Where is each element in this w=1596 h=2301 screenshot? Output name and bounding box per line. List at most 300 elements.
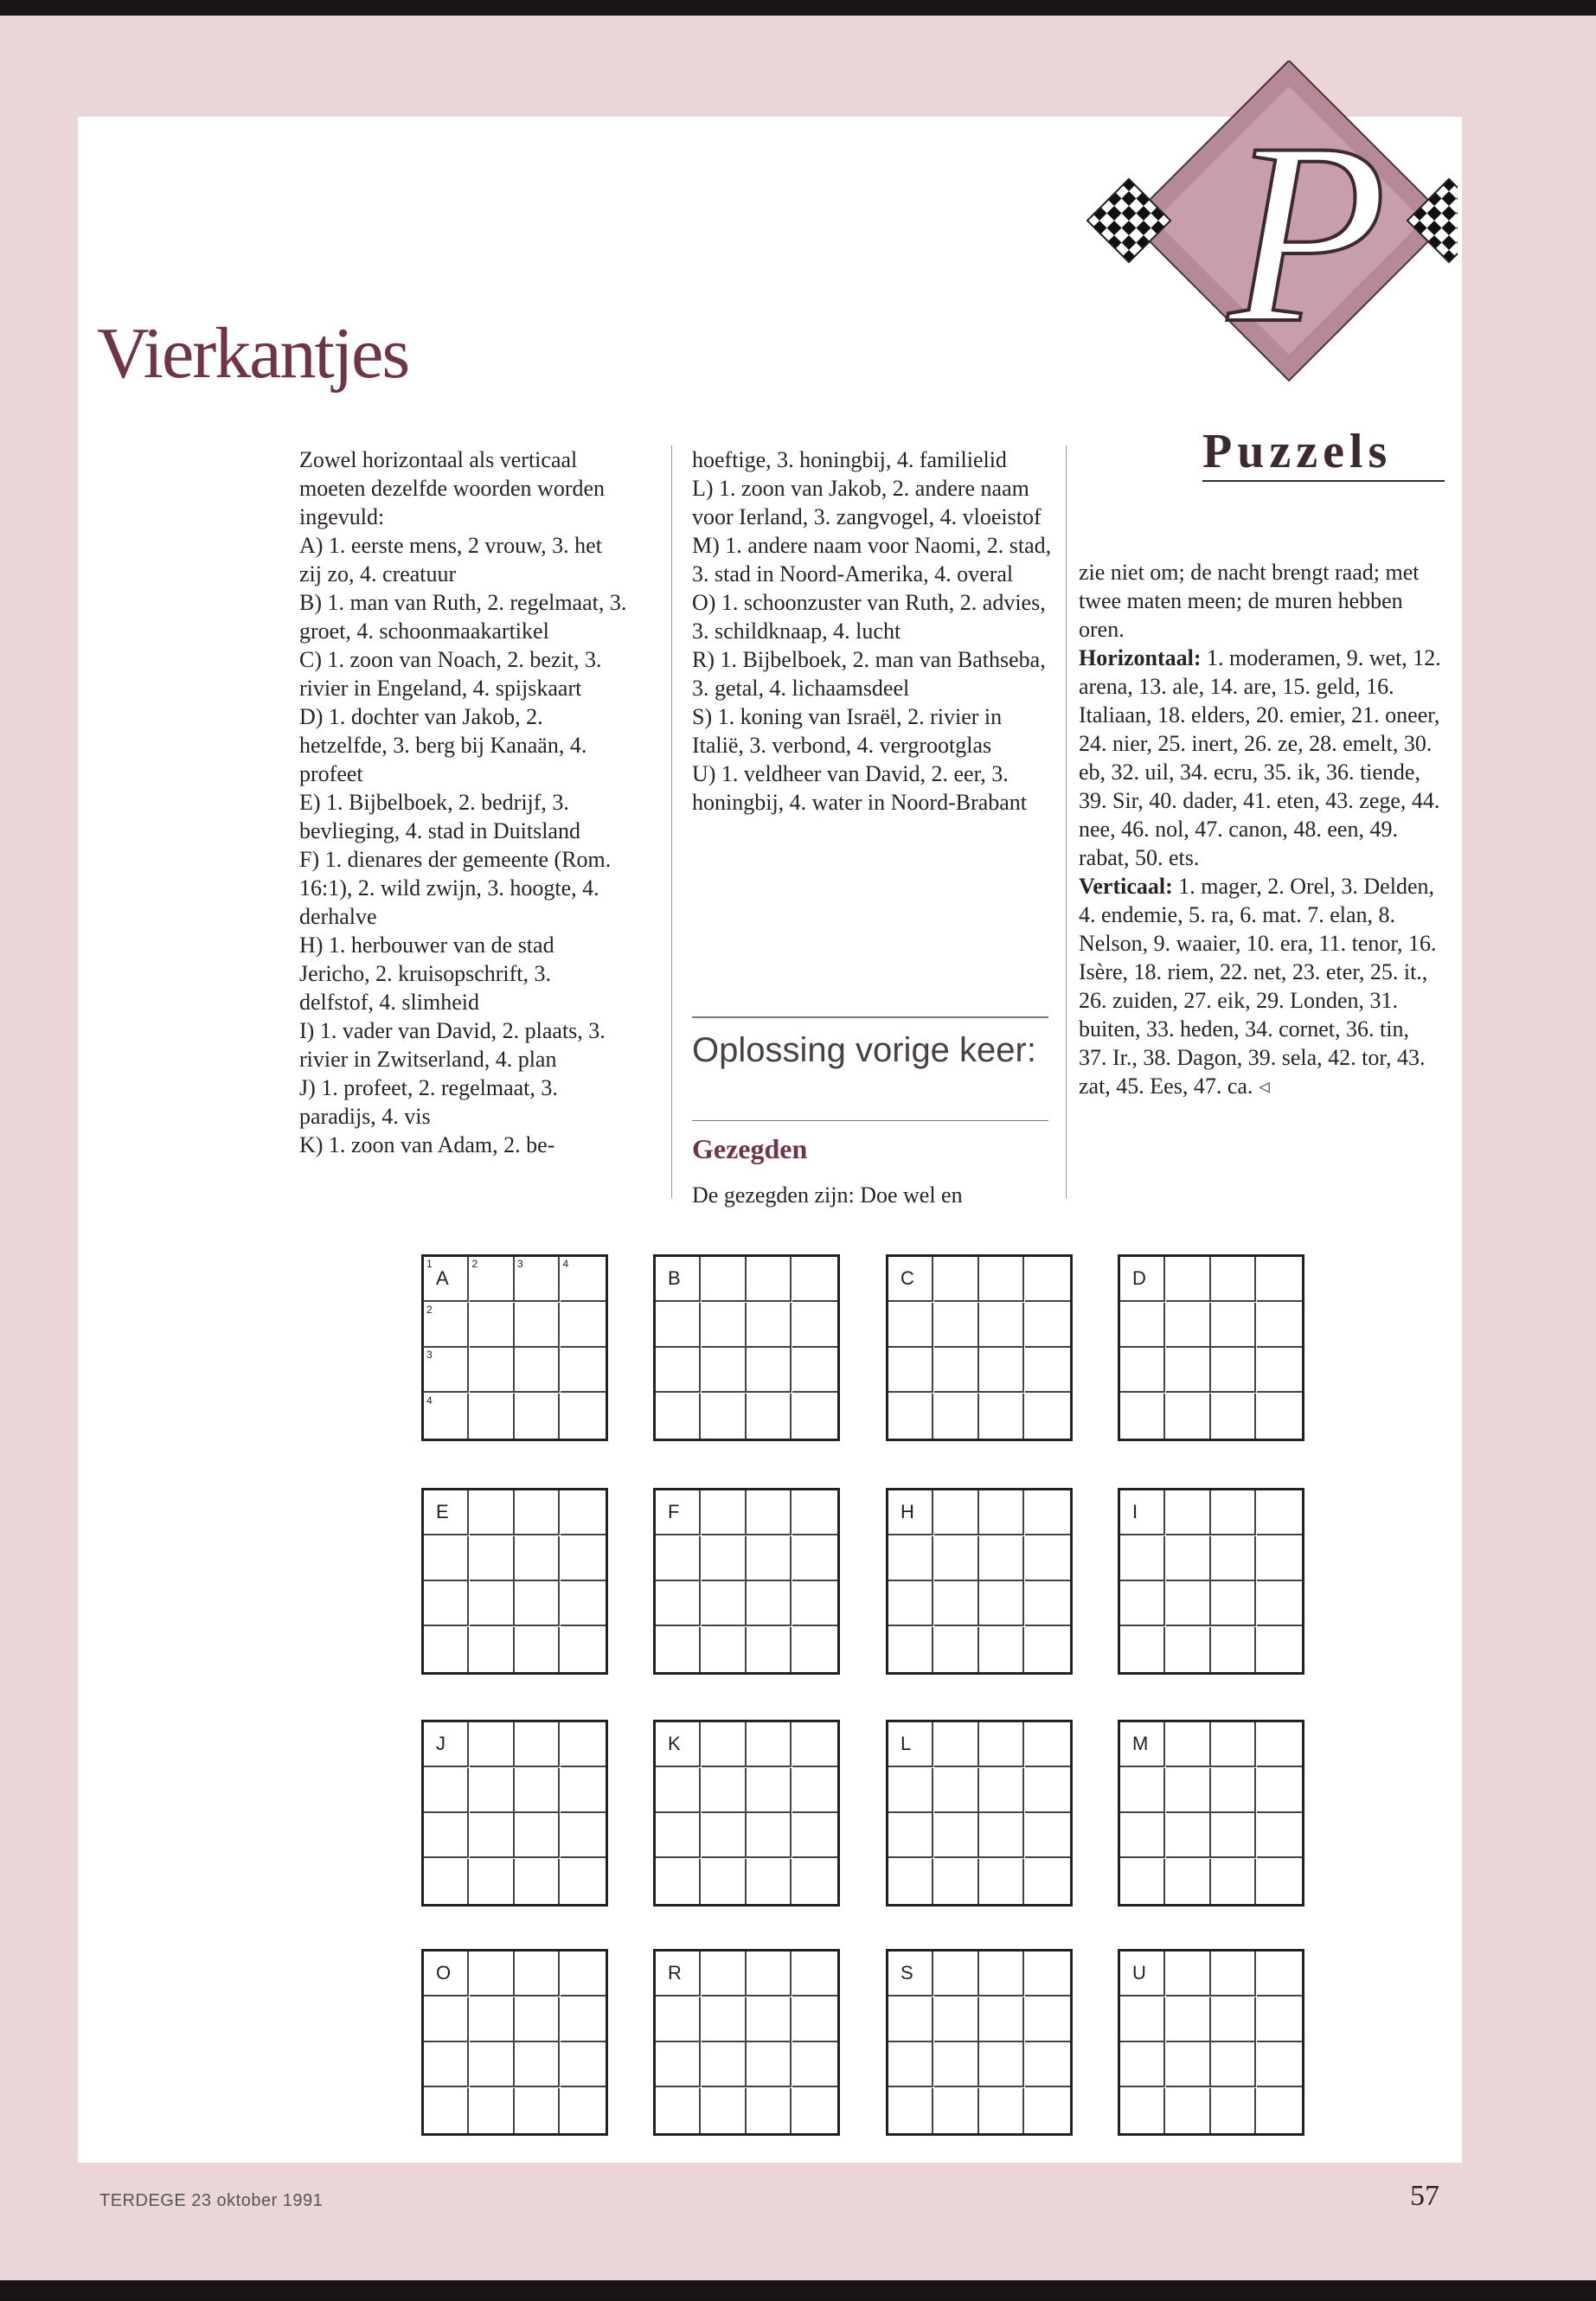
grid-cell[interactable]: [656, 2042, 701, 2087]
grid-cell[interactable]: [1166, 1952, 1211, 1997]
grid-number-top: 4: [562, 1258, 569, 1270]
grid-cell[interactable]: [561, 1536, 606, 1581]
grid-cell[interactable]: [702, 1813, 747, 1858]
grid-cell[interactable]: [1211, 1490, 1256, 1535]
grid-cell[interactable]: [1025, 1394, 1070, 1439]
grid-cell[interactable]: [1166, 1768, 1211, 1813]
grid-cell[interactable]: [979, 1952, 1024, 1997]
grid-cell[interactable]: [888, 2088, 933, 2133]
grid-cell[interactable]: [979, 1859, 1024, 1904]
grid-cell[interactable]: [702, 1952, 747, 1997]
grid-cell[interactable]: [792, 2042, 837, 2087]
grid-cell[interactable]: [1025, 1768, 1070, 1813]
grid-label: D: [1132, 1267, 1146, 1289]
grid-cell[interactable]: [561, 1952, 606, 1997]
grid-cell[interactable]: [424, 2042, 469, 2087]
grid-cell[interactable]: [747, 1722, 792, 1767]
grid-cell[interactable]: [979, 1536, 1024, 1581]
grid-cell[interactable]: [515, 1952, 560, 1997]
grid-cell[interactable]: [792, 1257, 837, 1302]
grid-h[interactable]: [886, 1488, 1073, 1675]
grid-cell[interactable]: [515, 1348, 560, 1393]
grid-cell[interactable]: [792, 1348, 837, 1393]
grid-cell[interactable]: [1211, 1952, 1256, 1997]
clue-b: B) 1. man van Ruth, 2. regelmaat, 3. groet, 4. schoonmaakartikel: [299, 590, 627, 644]
grid-cell[interactable]: [934, 1952, 979, 1997]
vertical-label: Verticaal:: [1079, 874, 1173, 899]
clues-column-1: [299, 445, 628, 1159]
grid-number-top: 3: [517, 1258, 523, 1270]
grid-cell[interactable]: [561, 1394, 606, 1439]
grid-cell[interactable]: [934, 1627, 979, 1672]
grid-cell[interactable]: [470, 1859, 515, 1904]
footer-publication: TERDEGE 23 oktober 1991: [99, 2191, 324, 2210]
grid-cell[interactable]: [1120, 1997, 1165, 2042]
grid-cell[interactable]: [747, 1952, 792, 1997]
solution-vertical: [1079, 872, 1442, 1100]
grid-cell[interactable]: [1120, 1394, 1165, 1439]
grid-cell[interactable]: [888, 1348, 933, 1393]
grid-cell[interactable]: [515, 1536, 560, 1581]
grid-cell[interactable]: [470, 1997, 515, 2042]
grid-cell[interactable]: [702, 1303, 747, 1348]
grid-cell[interactable]: [888, 1394, 933, 1439]
grid-cell[interactable]: [470, 1952, 515, 1997]
grid-cell[interactable]: [1025, 1348, 1070, 1393]
grid-label: E: [436, 1501, 449, 1522]
grid-cell[interactable]: [1120, 1490, 1165, 1535]
grid-cell[interactable]: [1166, 1394, 1211, 1439]
grid-cell[interactable]: [747, 1394, 792, 1439]
grid-cell[interactable]: [934, 1997, 979, 2042]
grid-cell[interactable]: [747, 1257, 792, 1302]
grid-cell[interactable]: [888, 1627, 933, 1672]
grid-cell[interactable]: [1120, 1581, 1165, 1626]
grid-cell[interactable]: [1211, 1581, 1256, 1626]
grid-cell[interactable]: [1211, 1997, 1256, 2042]
grid-cell[interactable]: [702, 1627, 747, 1672]
grid-cell[interactable]: [470, 1490, 515, 1535]
grid-cell[interactable]: [792, 1952, 837, 1997]
grid-cell[interactable]: [1025, 1490, 1070, 1535]
clue-i: I) 1. vader van David, 2. plaats, 3. rivier in Zwitserland, 4. plan: [299, 1018, 606, 1072]
grid-cell[interactable]: [1211, 1722, 1256, 1767]
grid-cell[interactable]: [1120, 1348, 1165, 1393]
grid-cell[interactable]: [424, 1627, 469, 1672]
grid-c[interactable]: [886, 1254, 1073, 1441]
grid-d[interactable]: [1118, 1254, 1304, 1441]
grid-cell[interactable]: [656, 2088, 701, 2133]
grid-cell[interactable]: [934, 1536, 979, 1581]
grid-cell[interactable]: [1257, 1581, 1302, 1626]
grid-cell[interactable]: [656, 1813, 701, 1858]
top-border: [0, 0, 1596, 16]
grid-cell[interactable]: [1257, 1257, 1302, 1302]
grid-cell[interactable]: [792, 1490, 837, 1535]
grid-cell[interactable]: [792, 2088, 837, 2133]
grid-cell[interactable]: [747, 1768, 792, 1813]
grid-cell[interactable]: [1166, 1997, 1211, 2042]
grid-cell[interactable]: [702, 1722, 747, 1767]
grid-cell[interactable]: [1257, 1813, 1302, 1858]
grid-cell[interactable]: [747, 1813, 792, 1858]
grid-cell[interactable]: [1025, 1536, 1070, 1581]
grid-label: A: [436, 1267, 449, 1289]
grid-cell[interactable]: [561, 1581, 606, 1626]
grid-cell[interactable]: [792, 1303, 837, 1348]
clues-column-2: [692, 445, 1055, 817]
clue-m: M) 1. andere naam voor Naomi, 2. stad, 3. stad in Noord-Amerika, 4. overal: [692, 533, 1052, 586]
grid-cell[interactable]: [470, 1394, 515, 1439]
grid-cell[interactable]: [747, 1536, 792, 1581]
grid-cell[interactable]: [1166, 1813, 1211, 1858]
grid-cell[interactable]: [470, 1536, 515, 1581]
grid-cell[interactable]: [561, 1490, 606, 1535]
grid-cell[interactable]: [1120, 2088, 1165, 2133]
grid-cell[interactable]: [470, 1768, 515, 1813]
grid-cell[interactable]: [747, 1303, 792, 1348]
clue-s: S) 1. koning van Israël, 2. rivier in Italië, 3. verbond, 4. vergrootglas: [692, 704, 1003, 758]
grid-cell[interactable]: [656, 1348, 701, 1393]
grid-cell[interactable]: [934, 1722, 979, 1767]
grid-cell[interactable]: [979, 2042, 1024, 2087]
grid-cell[interactable]: [1025, 1859, 1070, 1904]
grid-cell[interactable]: [1257, 1394, 1302, 1439]
grid-cell[interactable]: [515, 2042, 560, 2087]
grid-cell[interactable]: [1211, 1348, 1256, 1393]
grid-cell[interactable]: [1257, 1859, 1302, 1904]
grid-cell[interactable]: [979, 1257, 1024, 1302]
grid-cell[interactable]: [888, 1859, 933, 1904]
grid-cell[interactable]: [515, 1394, 560, 1439]
grid-cell[interactable]: [702, 1490, 747, 1535]
grid-cell[interactable]: [747, 1859, 792, 1904]
grid-cell[interactable]: [979, 1490, 1024, 1535]
grid-label: U: [1132, 1962, 1146, 1984]
grid-cell[interactable]: [424, 1768, 469, 1813]
grid-f[interactable]: [653, 1488, 840, 1675]
grid-cell[interactable]: [1166, 2042, 1211, 2087]
grid-cell[interactable]: [1025, 2088, 1070, 2133]
grid-cell[interactable]: [1025, 1303, 1070, 1348]
grid-cell[interactable]: [979, 1813, 1024, 1858]
grid-cell[interactable]: [1025, 1997, 1070, 2042]
grid-cell[interactable]: [424, 1859, 469, 1904]
grid-cell[interactable]: [934, 1768, 979, 1813]
grid-cell[interactable]: [747, 1581, 792, 1626]
grid-cell[interactable]: [515, 2088, 560, 2133]
logo-letter: P: [1228, 89, 1388, 376]
grid-label: I: [1132, 1501, 1138, 1522]
grid-cell[interactable]: [561, 1722, 606, 1767]
grid-cell[interactable]: [747, 1627, 792, 1672]
grid-cell[interactable]: [1257, 1348, 1302, 1393]
grid-cell[interactable]: [656, 1997, 701, 2042]
grid-cell[interactable]: [934, 1303, 979, 1348]
grid-cell[interactable]: [979, 1997, 1024, 2042]
grid-cell[interactable]: [515, 1303, 560, 1348]
grid-cell[interactable]: [747, 2042, 792, 2087]
grid-label: O: [436, 1962, 452, 1984]
clue-o: O) 1. schoonzuster van Ruth, 2. advies, 3. schildknaap, 4. lucht: [692, 590, 1046, 644]
grid-cell[interactable]: [424, 1813, 469, 1858]
column-divider-2: [1066, 445, 1067, 1198]
grid-cell[interactable]: [424, 1581, 469, 1626]
grid-cell[interactable]: [515, 1997, 560, 2042]
grid-cell[interactable]: [1211, 1394, 1256, 1439]
grid-cell[interactable]: [1025, 2042, 1070, 2087]
grid-cell[interactable]: [1211, 1536, 1256, 1581]
grid-cell[interactable]: [1166, 1348, 1211, 1393]
grid-r[interactable]: [653, 1949, 840, 2136]
solution-rule-top: [692, 1016, 1048, 1018]
grid-label: B: [668, 1267, 681, 1289]
grid-cell[interactable]: [979, 2088, 1024, 2133]
clue-d: D) 1. dochter van Jakob, 2. hetzelfde, 3. berg bij Kanaän, 4. profeet: [299, 704, 587, 786]
grid-cell[interactable]: [702, 1348, 747, 1393]
grid-cell[interactable]: [792, 1581, 837, 1626]
grid-cell[interactable]: [888, 1536, 933, 1581]
grid-number-side: 4: [426, 1394, 433, 1407]
grid-cell[interactable]: [888, 1581, 933, 1626]
grid-cell[interactable]: [656, 1768, 701, 1813]
grid-cell[interactable]: [1257, 1722, 1302, 1767]
grid-label: S: [901, 1962, 913, 1984]
grid-cell[interactable]: [515, 1490, 560, 1535]
grid-cell[interactable]: [702, 1859, 747, 1904]
grid-cell[interactable]: [470, 1581, 515, 1626]
grid-cell[interactable]: [702, 1536, 747, 1581]
grid-cell[interactable]: [934, 1859, 979, 1904]
grid-number-side: 2: [426, 1303, 433, 1316]
grid-j[interactable]: [421, 1720, 608, 1907]
grid-cell[interactable]: [1211, 2042, 1256, 2087]
clue-a: A) 1. eerste mens, 2 vrouw, 3. het zij zo, 4. creatuur: [299, 533, 602, 586]
grid-cell[interactable]: [561, 1997, 606, 2042]
grid-cell[interactable]: [702, 2042, 747, 2087]
grid-e[interactable]: [421, 1488, 608, 1675]
clue-l: L) 1. zoon van Jakob, 2. andere naam voor Ierland, 3. zangvogel, 4. vloeistof: [692, 476, 1042, 529]
grid-cell[interactable]: [702, 1257, 747, 1302]
end-mark: ◃: [1258, 1074, 1270, 1099]
grid-cell[interactable]: [702, 1394, 747, 1439]
grid-cell[interactable]: [792, 1768, 837, 1813]
grid-cell[interactable]: [979, 1627, 1024, 1672]
grid-cell[interactable]: [561, 2088, 606, 2133]
grid-cell[interactable]: [1166, 1581, 1211, 1626]
grid-cell[interactable]: [702, 1997, 747, 2042]
grid-cell[interactable]: [934, 1257, 979, 1302]
solution-horizontal: [1079, 644, 1442, 872]
grid-cell[interactable]: [656, 1394, 701, 1439]
grid-cell[interactable]: [747, 2088, 792, 2133]
grid-cell[interactable]: [934, 1348, 979, 1393]
grid-cell[interactable]: [1257, 2088, 1302, 2133]
grid-cell[interactable]: [1257, 1303, 1302, 1348]
grid-cell[interactable]: [1257, 1536, 1302, 1581]
grid-cell[interactable]: [656, 1581, 701, 1626]
grid-cell[interactable]: [792, 1627, 837, 1672]
grid-cell[interactable]: [1211, 1859, 1256, 1904]
grid-cell[interactable]: [1025, 1722, 1070, 1767]
grid-cell[interactable]: [424, 1997, 469, 2042]
clue-k: K) 1. zoon van Adam, 2. be-: [299, 1132, 555, 1157]
grid-cell[interactable]: [888, 1768, 933, 1813]
grid-cell[interactable]: [1120, 1768, 1165, 1813]
grid-cell[interactable]: [1211, 2088, 1256, 2133]
grid-cell[interactable]: [979, 1722, 1024, 1767]
grid-cell[interactable]: [792, 1813, 837, 1858]
grid-cell[interactable]: [1211, 1768, 1256, 1813]
grid-cell[interactable]: [1257, 2042, 1302, 2087]
grid-cell[interactable]: [747, 1490, 792, 1535]
grid-cell[interactable]: [515, 1581, 560, 1626]
solution-column: [1079, 558, 1442, 1100]
grid-cell[interactable]: [792, 1722, 837, 1767]
grid-cell[interactable]: [470, 1348, 515, 1393]
grid-cell[interactable]: [888, 1997, 933, 2042]
grid-cell[interactable]: [979, 1303, 1024, 1348]
grid-cell[interactable]: [979, 1581, 1024, 1626]
grid-cell[interactable]: [1025, 1813, 1070, 1858]
grid-cell[interactable]: [792, 1997, 837, 2042]
grid-cell[interactable]: [979, 1394, 1024, 1439]
grid-cell[interactable]: [561, 1348, 606, 1393]
grid-cell[interactable]: [1025, 1257, 1070, 1302]
grid-u[interactable]: [1118, 1949, 1304, 2136]
grid-cell[interactable]: [1120, 1627, 1165, 1672]
grid-cell[interactable]: [979, 1348, 1024, 1393]
grid-cell[interactable]: [1257, 1997, 1302, 2042]
grid-cell[interactable]: [747, 1997, 792, 2042]
solution-intro-text: De gezegden zijn: Doe wel en: [692, 1183, 963, 1208]
grid-cell[interactable]: [424, 1536, 469, 1581]
grid-cell[interactable]: [424, 1722, 469, 1767]
grid-cell[interactable]: [934, 1394, 979, 1439]
grid-cell[interactable]: [424, 2088, 469, 2133]
grid-cell[interactable]: [792, 1394, 837, 1439]
grid-cell[interactable]: [656, 1536, 701, 1581]
grid-m[interactable]: [1118, 1720, 1304, 1907]
grid-cell[interactable]: [1166, 1859, 1211, 1904]
grid-cell[interactable]: [1120, 1813, 1165, 1858]
grid-cell[interactable]: [1025, 1581, 1070, 1626]
grid-cell[interactable]: [1166, 1722, 1211, 1767]
grid-cell[interactable]: [1257, 1627, 1302, 1672]
grid-cell[interactable]: [656, 1303, 701, 1348]
grid-cell[interactable]: [515, 1813, 560, 1858]
grid-cell[interactable]: [656, 1859, 701, 1904]
grid-a[interactable]: [421, 1254, 608, 1441]
grid-cell[interactable]: [1257, 1952, 1302, 1997]
grid-label: H: [901, 1501, 914, 1522]
grid-i[interactable]: [1118, 1488, 1304, 1675]
grid-cell[interactable]: [1166, 1490, 1211, 1535]
grid-cell[interactable]: [515, 1627, 560, 1672]
grid-o[interactable]: [421, 1949, 608, 2136]
solution-heading: Oplossing vorige keer:: [692, 1031, 1036, 1069]
grid-cell[interactable]: [1257, 1768, 1302, 1813]
grid-cell[interactable]: [702, 1581, 747, 1626]
grid-cell[interactable]: [515, 1768, 560, 1813]
grid-cell[interactable]: [561, 1859, 606, 1904]
grid-cell[interactable]: [888, 1813, 933, 1858]
grid-cell[interactable]: [561, 1813, 606, 1858]
grid-l[interactable]: [886, 1720, 1073, 1907]
grid-cell[interactable]: [702, 1768, 747, 1813]
grid-label: K: [668, 1733, 681, 1754]
grid-cell[interactable]: [1120, 2042, 1165, 2087]
grid-cell[interactable]: [470, 1627, 515, 1672]
grid-cell[interactable]: [515, 1722, 560, 1767]
grid-cell[interactable]: [561, 1303, 606, 1348]
grid-cell[interactable]: [888, 1303, 933, 1348]
grid-number-side: 3: [426, 1349, 433, 1361]
grid-s[interactable]: [886, 1949, 1073, 2136]
intro-text: Zowel horizontaal als verticaal moeten dezelfde woorden worden ingevuld:: [299, 447, 606, 529]
solution-rule-mid: [692, 1120, 1048, 1121]
clue-f: F) 1. dienares der gemeente (Rom. 16:1), 2. wild zwijn, 3. hoogte, 4. derhalve: [299, 847, 612, 929]
page-number: 57: [1410, 2180, 1439, 2212]
grid-cell[interactable]: [470, 2088, 515, 2133]
grid-cell[interactable]: [792, 1536, 837, 1581]
grid-cell[interactable]: [1211, 1813, 1256, 1858]
grid-k[interactable]: [653, 1720, 840, 1907]
grid-cell[interactable]: [934, 1813, 979, 1858]
grid-cell[interactable]: [1120, 1303, 1165, 1348]
grid-cell[interactable]: [1025, 1627, 1070, 1672]
grid-cell[interactable]: [1120, 1859, 1165, 1904]
grid-cell[interactable]: [561, 2042, 606, 2087]
grid-b[interactable]: [653, 1254, 840, 1441]
grid-cell[interactable]: [979, 1768, 1024, 1813]
grid-cell[interactable]: [934, 2088, 979, 2133]
grid-cell[interactable]: [747, 1348, 792, 1393]
grid-cell[interactable]: [702, 2088, 747, 2133]
grid-cell[interactable]: [1025, 1952, 1070, 1997]
grid-cell[interactable]: [561, 1768, 606, 1813]
grid-cell[interactable]: [1166, 1627, 1211, 1672]
grid-cell[interactable]: [1166, 1536, 1211, 1581]
grid-cell[interactable]: [1166, 2088, 1211, 2133]
grid-cell[interactable]: [470, 1813, 515, 1858]
grid-cell[interactable]: [934, 2042, 979, 2087]
grid-cell[interactable]: [1211, 1303, 1256, 1348]
grid-cell[interactable]: [888, 2042, 933, 2087]
grid-cell[interactable]: [1211, 1257, 1256, 1302]
grid-cell[interactable]: [1166, 1257, 1211, 1302]
grid-cell[interactable]: [934, 1490, 979, 1535]
grid-cell[interactable]: [934, 1581, 979, 1626]
grid-cell[interactable]: [792, 1859, 837, 1904]
logo-word: Puzzels: [1202, 425, 1393, 478]
clue-u: U) 1. veldheer van David, 2. eer, 3. honingbij, 4. water in Noord-Brabant: [692, 761, 1028, 815]
grid-cell[interactable]: [470, 2042, 515, 2087]
grid-cell[interactable]: [561, 1627, 606, 1672]
grid-cell[interactable]: [1120, 1536, 1165, 1581]
grid-cell[interactable]: [470, 1722, 515, 1767]
grid-cell[interactable]: [1166, 1303, 1211, 1348]
grid-label: L: [901, 1733, 912, 1754]
horizontal-answers: 1. moderamen, 9. wet, 12. arena, 13. ale, 14. are, 15. geld, 16. Italiaan, 18. elders, 20. emier, 21. oneer, 24. nier, 25. inert, 26. ze, 28. emelt, 30. eb, 32. uil, 34. ecru, 35. ik, 36. tiende, 39. Sir, 40. dader, 41. eten, 43. zege, 44. nee, 46. nol, 47. canon, 48. een, 49. rabat, 50. ets.: [1079, 645, 1441, 870]
grid-cell[interactable]: [470, 1303, 515, 1348]
grid-cell[interactable]: [656, 1627, 701, 1672]
grid-cell[interactable]: [1211, 1627, 1256, 1672]
grid-label: F: [668, 1501, 680, 1522]
grid-cell[interactable]: [515, 1859, 560, 1904]
grid-cell[interactable]: [1257, 1490, 1302, 1535]
clue-r: R) 1. Bijbelboek, 2. man van Bathseba, 3. getal, 4. lichaamsdeel: [692, 647, 1046, 701]
